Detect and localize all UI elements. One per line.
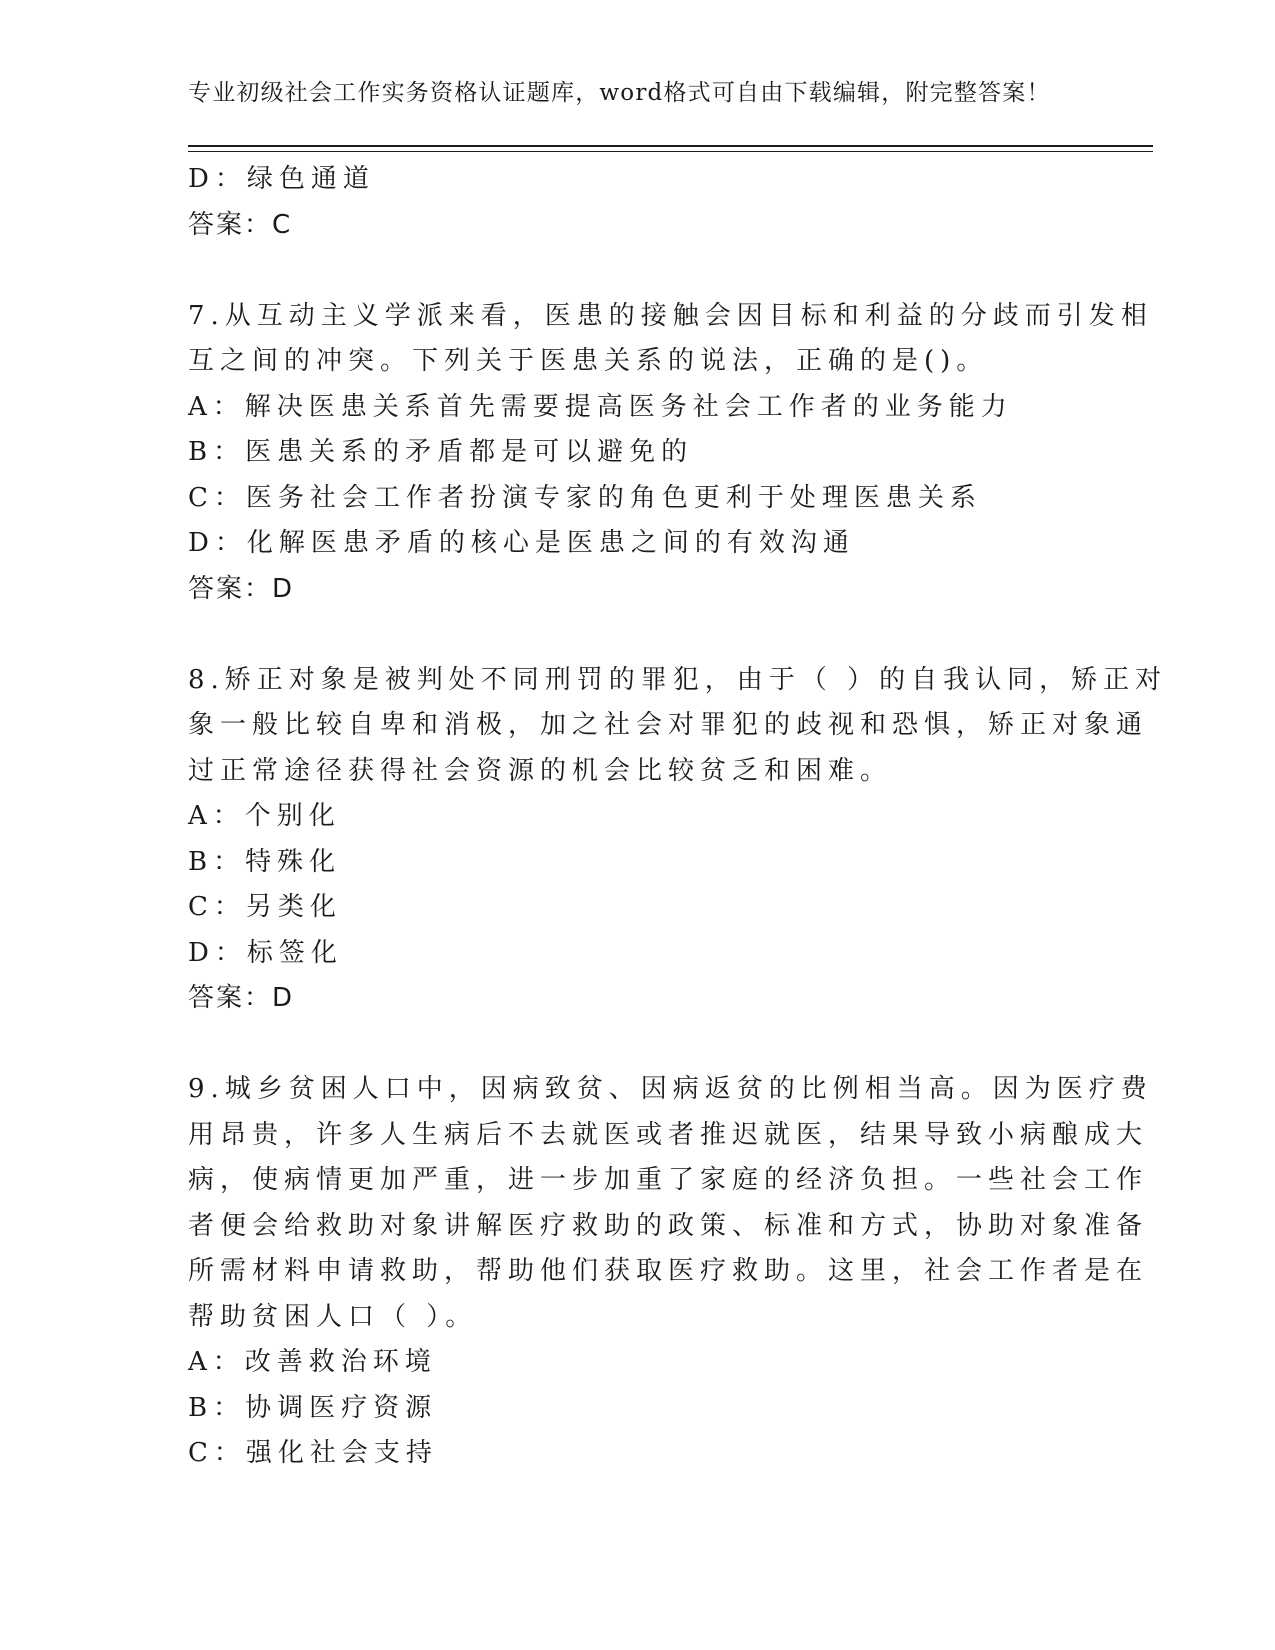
prev-option-d: D：绿色通道 — [188, 164, 375, 194]
q8-stem-line: 过正常途径获得社会资源的机会比较贫乏和困难。 — [188, 755, 893, 786]
page-header: 专业初级社会工作实务资格认证题库，word格式可自由下载编辑，附完整答案！ — [188, 80, 1051, 106]
q9-option-c: C：强化社会支持 — [188, 1438, 438, 1468]
q9-stem-line: 帮助贫困人口（ ）。 — [188, 1301, 478, 1332]
question-9 — [188, 1067, 1153, 1477]
q7-stem-line: 7.从互动主义学派来看，医患的接触会因目标和利益的分歧而引发相 — [188, 300, 1153, 331]
q7-option-b: B：医患关系的矛盾都是可以避免的 — [188, 437, 694, 467]
q7-answer: 答案：D — [188, 573, 295, 604]
header-divider — [188, 145, 1153, 152]
q8-answer: 答案：D — [188, 983, 295, 1013]
q8-option-a: A：个别化 — [188, 801, 341, 831]
q7-option-c: C：医务社会工作者扮演专家的角色更利于处理医患关系 — [188, 482, 982, 513]
prev-answer: 答案：C — [188, 209, 293, 240]
q9-stem-line: 9.城乡贫困人口中，因病致贫、因病返贫的比例相当高。因为医疗费 — [188, 1074, 1153, 1104]
spacer — [188, 248, 1088, 294]
q7-option-d: D：化解医患矛盾的核心是医患之间的有效沟通 — [188, 528, 855, 558]
q8-option-d: D：标签化 — [188, 937, 343, 968]
q9-stem-line: 病，使病情更加严重，进一步加重了家庭的经济负担。一些社会工作 — [188, 1165, 1149, 1195]
q9-stem-line: 所需材料申请救助，帮助他们获取医疗救助。这里，社会工作者是在 — [188, 1256, 1149, 1286]
q8-stem-line: 象一般比较自卑和消极，加之社会对罪犯的歧视和恐惧，矫正对象通 — [188, 710, 1149, 740]
question-7 — [188, 294, 1153, 613]
q9-stem-line: 用昂贵，许多人生病后不去就医或者推迟就医，结果导致小病酿成大 — [188, 1119, 1149, 1150]
q8-stem-line: 8.矫正对象是被判处不同刑罚的罪犯，由于（ ）的自我认同，矫正对 — [188, 664, 1168, 695]
document-body — [188, 157, 1168, 1477]
q8-option-b: B：特殊化 — [188, 846, 342, 877]
q9-stem-line: 者便会给救助对象讲解医疗救助的政策、标准和方式，协助对象准备 — [188, 1210, 1149, 1241]
q8-option-c: C：另类化 — [188, 892, 342, 922]
q9-option-b: B：协调医疗资源 — [188, 1392, 438, 1423]
q9-option-a: A：改善救治环境 — [188, 1347, 437, 1377]
q7-option-a: A：解决医患关系首先需要提高医务社会工作者的业务能力 — [188, 391, 1013, 422]
spacer — [188, 1022, 1088, 1068]
q7-stem-line: 互之间的冲突。下列关于医患关系的说法，正确的是()。 — [188, 346, 989, 376]
spacer — [188, 612, 1088, 658]
question-8 — [188, 658, 1168, 1022]
